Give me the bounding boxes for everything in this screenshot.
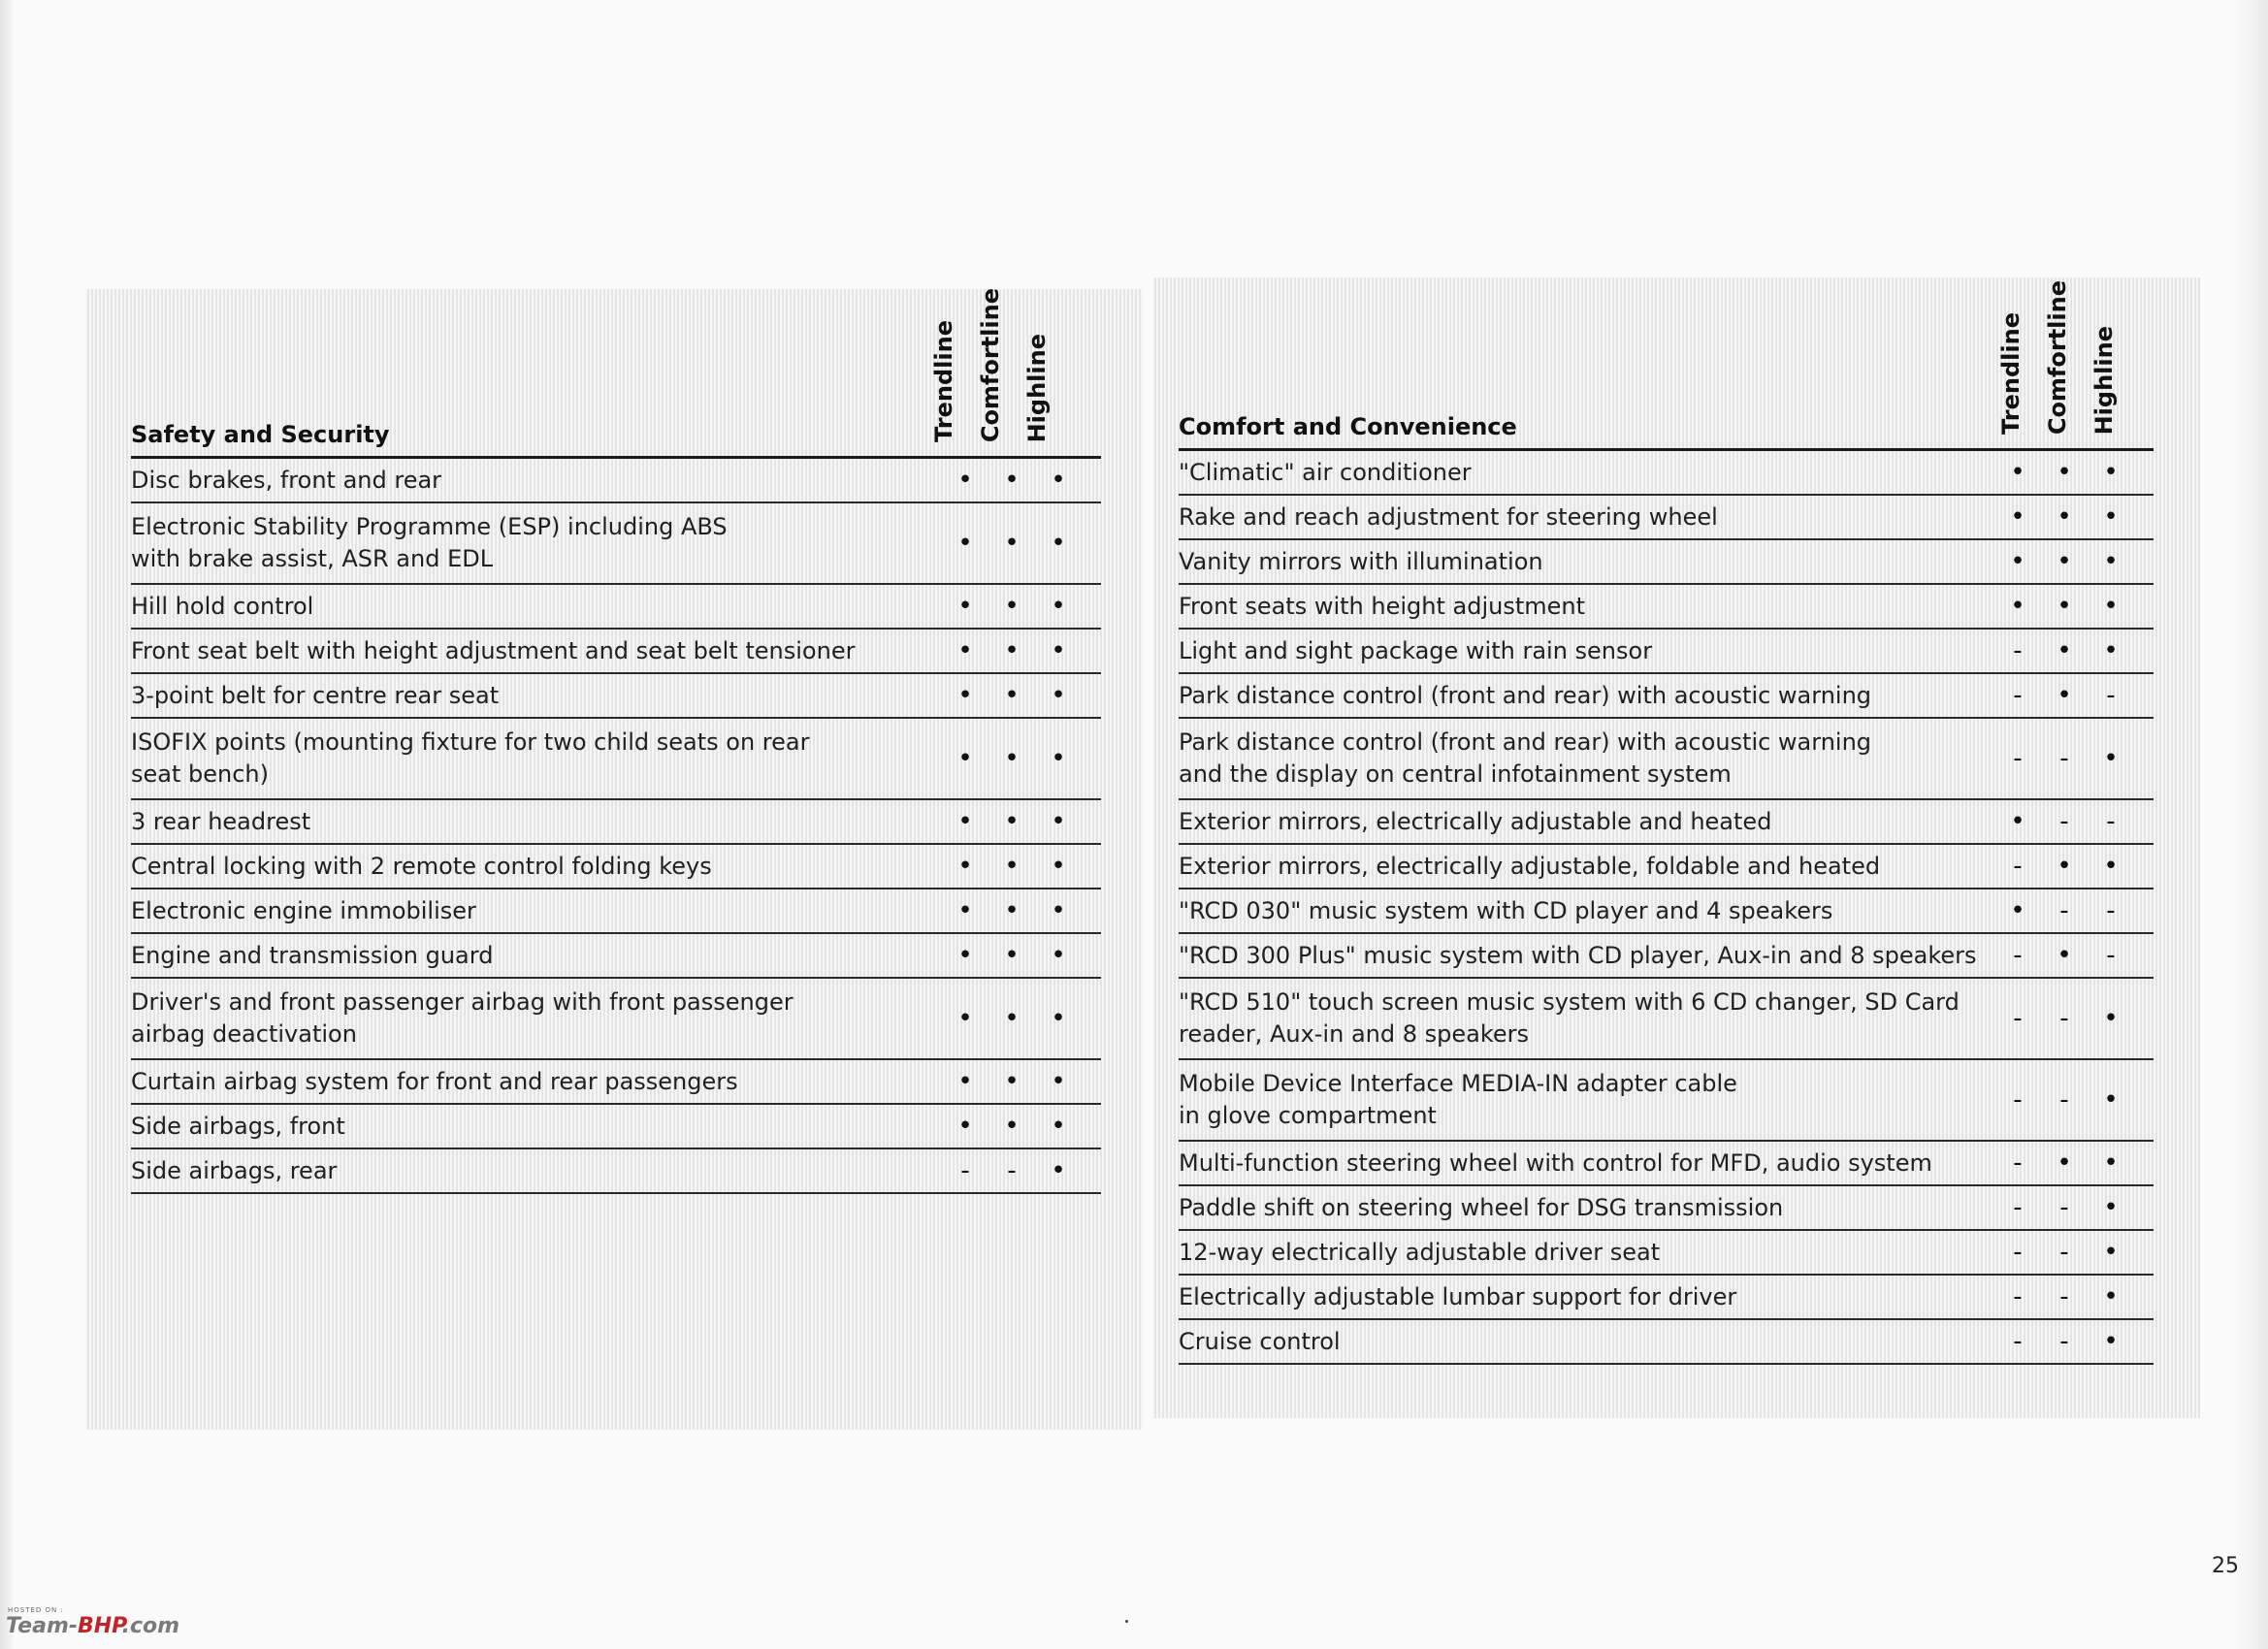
table-row bbox=[131, 889, 1101, 934]
availability-marks bbox=[1994, 683, 2134, 708]
mark-trendline: - bbox=[2013, 1327, 2023, 1356]
mark-comfortline: • bbox=[2057, 592, 2072, 621]
mark-highline: • bbox=[1051, 807, 1066, 836]
table-row bbox=[131, 1060, 1101, 1105]
table-body bbox=[131, 459, 1101, 1194]
mark-trendline: • bbox=[957, 636, 973, 665]
mark-comfortline: • bbox=[1004, 852, 1020, 881]
mark-comfortline: • bbox=[1004, 1112, 1020, 1141]
mark-comfortline: • bbox=[2057, 681, 2072, 710]
page-right-edge bbox=[2235, 0, 2268, 1649]
availability-marks bbox=[942, 1006, 1082, 1031]
feature-label: ISOFIX points (mounting fixture for two child seats on rear seat bench) bbox=[131, 728, 810, 788]
mark-comfortline: • bbox=[1004, 636, 1020, 665]
table-row bbox=[1179, 1186, 2154, 1231]
mark-highline: • bbox=[2103, 1238, 2119, 1267]
mark-trendline: • bbox=[957, 807, 973, 836]
availability-marks bbox=[1994, 460, 2134, 485]
table-row bbox=[1179, 934, 2154, 979]
availability-marks bbox=[942, 594, 1082, 619]
table-row bbox=[1179, 979, 2154, 1060]
comfort-convenience-table bbox=[1179, 279, 2154, 1365]
mark-trendline: • bbox=[957, 529, 973, 558]
feature-label: Multi-function steering wheel with control for MFD, audio system bbox=[1179, 1148, 1932, 1177]
mark-trendline: • bbox=[2010, 896, 2025, 925]
table-row bbox=[131, 459, 1101, 503]
feature-label: Curtain airbag system for front and rear passengers bbox=[131, 1067, 738, 1095]
availability-marks bbox=[942, 468, 1082, 493]
feature-label: Electronic engine immobiliser bbox=[131, 896, 476, 924]
mark-trendline: - bbox=[2013, 1148, 2023, 1178]
availability-marks bbox=[1994, 1006, 2134, 1031]
mark-highline: - bbox=[2106, 941, 2116, 970]
mark-trendline: - bbox=[2013, 636, 2023, 665]
feature-label: "RCD 030" music system with CD player and 4 speakers bbox=[1179, 896, 1833, 924]
table-row bbox=[131, 585, 1101, 630]
mark-comfortline: • bbox=[2057, 852, 2072, 881]
mark-comfortline: - bbox=[2059, 1282, 2069, 1311]
mark-highline: • bbox=[2103, 547, 2119, 576]
mark-comfortline: - bbox=[2059, 896, 2069, 925]
mark-trendline: • bbox=[957, 1067, 973, 1096]
mark-highline: • bbox=[1051, 1004, 1066, 1033]
availability-marks bbox=[1994, 594, 2134, 619]
table-row bbox=[1179, 1060, 2154, 1142]
mark-trendline: - bbox=[2013, 1238, 2023, 1267]
mark-highline: • bbox=[2103, 592, 2119, 621]
mark-highline: • bbox=[1051, 529, 1066, 558]
mark-trendline: - bbox=[2013, 1193, 2023, 1222]
table-row bbox=[131, 1149, 1101, 1194]
table-row bbox=[1179, 800, 2154, 845]
feature-label: Central locking with 2 remote control folding keys bbox=[131, 852, 712, 880]
mark-comfortline: • bbox=[2057, 502, 2072, 532]
availability-marks bbox=[942, 898, 1082, 923]
feature-label: "RCD 300 Plus" music system with CD player, Aux-in and 8 speakers bbox=[1179, 941, 1977, 969]
feature-label: Side airbags, rear bbox=[131, 1156, 338, 1184]
feature-label: 12-way electrically adjustable driver seat bbox=[1179, 1238, 1661, 1266]
mark-trendline: - bbox=[2013, 744, 2023, 773]
availability-marks bbox=[942, 854, 1082, 879]
table-header bbox=[1179, 279, 2154, 451]
availability-marks bbox=[1994, 1087, 2134, 1113]
mark-highline: • bbox=[2103, 1004, 2119, 1033]
availability-marks bbox=[942, 1114, 1082, 1139]
feature-label: Park distance control (front and rear) with acoustic warning bbox=[1179, 681, 1872, 709]
mark-trendline: - bbox=[2013, 681, 2023, 710]
watermark-logo: Team-BHP.com bbox=[6, 1614, 180, 1638]
mark-trendline: • bbox=[957, 1004, 973, 1033]
mark-highline: - bbox=[2106, 807, 2116, 836]
mark-highline: • bbox=[2103, 744, 2119, 773]
table-row bbox=[1179, 845, 2154, 889]
availability-marks bbox=[942, 638, 1082, 663]
mark-trendline: • bbox=[957, 941, 973, 970]
watermark bbox=[6, 1606, 190, 1645]
mark-comfortline: - bbox=[2059, 1085, 2069, 1115]
table-row bbox=[1179, 496, 2154, 540]
mark-highline: • bbox=[2103, 636, 2119, 665]
mark-highline: • bbox=[1051, 636, 1066, 665]
feature-label: Front seat belt with height adjustment and seat belt tensioner bbox=[131, 636, 856, 664]
watermark-hosted-on: HOSTED ON : bbox=[8, 1606, 64, 1614]
mark-trendline: • bbox=[957, 681, 973, 710]
feature-label: Electronic Stability Programme (ESP) including ABS with brake assist, ASR and EDL bbox=[131, 513, 728, 572]
mark-comfortline: • bbox=[1004, 744, 1020, 773]
mark-comfortline: - bbox=[2059, 744, 2069, 773]
mark-comfortline: - bbox=[1007, 1156, 1017, 1185]
feature-label: Front seats with height adjustment bbox=[1179, 592, 1586, 620]
feature-label: Driver's and front passenger airbag with front passenger airbag deactivation bbox=[131, 988, 794, 1048]
table-row bbox=[1179, 1320, 2154, 1365]
column-header-highline: Highline bbox=[2090, 325, 2118, 435]
mark-comfortline: • bbox=[1004, 1067, 1020, 1096]
availability-marks bbox=[1994, 504, 2134, 530]
availability-marks bbox=[942, 1158, 1082, 1183]
feature-label: Disc brakes, front and rear bbox=[131, 466, 442, 494]
mark-highline: • bbox=[1051, 1156, 1066, 1185]
feature-label: Light and sight package with rain sensor bbox=[1179, 636, 1653, 664]
mark-highline: • bbox=[1051, 592, 1066, 621]
mark-comfortline: • bbox=[2057, 547, 2072, 576]
page-number: 25 bbox=[2212, 1554, 2239, 1578]
mark-highline: - bbox=[2106, 681, 2116, 710]
availability-marks bbox=[1994, 1150, 2134, 1176]
table-row bbox=[1179, 1142, 2154, 1186]
mark-trendline: • bbox=[2010, 458, 2025, 487]
mark-comfortline: - bbox=[2059, 1238, 2069, 1267]
mark-comfortline: • bbox=[2057, 458, 2072, 487]
feature-label: "RCD 510" touch screen music system with 6 CD changer, SD Card reader, Aux-in and 8 speakers bbox=[1179, 988, 1960, 1048]
mark-trendline: • bbox=[2010, 807, 2025, 836]
mark-comfortline: • bbox=[2057, 941, 2072, 970]
table-row bbox=[131, 800, 1101, 845]
feature-label: Rake and reach adjustment for steering wheel bbox=[1179, 502, 1718, 531]
mark-comfortline: • bbox=[2057, 636, 2072, 665]
availability-marks bbox=[942, 809, 1082, 834]
mark-trendline: - bbox=[2013, 852, 2023, 881]
feature-label: Park distance control (front and rear) with acoustic warning and the display on central infotainment system bbox=[1179, 728, 1872, 788]
mark-highline: - bbox=[2106, 896, 2116, 925]
mark-comfortline: • bbox=[1004, 466, 1020, 495]
table-row bbox=[131, 719, 1101, 800]
table-row bbox=[131, 503, 1101, 585]
availability-marks bbox=[942, 943, 1082, 968]
availability-marks bbox=[1994, 898, 2134, 923]
table-header bbox=[131, 287, 1101, 459]
availability-marks bbox=[1994, 854, 2134, 879]
mark-trendline: - bbox=[2013, 1004, 2023, 1033]
mark-trendline: • bbox=[957, 1112, 973, 1141]
table-row bbox=[131, 845, 1101, 889]
mark-highline: • bbox=[1051, 852, 1066, 881]
table-row bbox=[1179, 585, 2154, 630]
mark-comfortline: • bbox=[1004, 529, 1020, 558]
availability-marks bbox=[1994, 638, 2134, 663]
mark-highline: • bbox=[1051, 1112, 1066, 1141]
feature-label: Cruise control bbox=[1179, 1327, 1341, 1355]
mark-highline: • bbox=[2103, 1193, 2119, 1222]
availability-marks bbox=[1994, 549, 2134, 574]
mark-trendline: • bbox=[957, 466, 973, 495]
availability-marks bbox=[1994, 1284, 2134, 1310]
column-header-highline: Highline bbox=[1023, 333, 1051, 442]
availability-marks bbox=[1994, 746, 2134, 771]
feature-label: Hill hold control bbox=[131, 592, 314, 620]
availability-marks bbox=[942, 531, 1082, 556]
feature-label: 3-point belt for centre rear seat bbox=[131, 681, 500, 709]
availability-marks bbox=[942, 746, 1082, 771]
mark-comfortline: - bbox=[2059, 1004, 2069, 1033]
table-row bbox=[1179, 674, 2154, 719]
mark-highline: • bbox=[2103, 1148, 2119, 1178]
table-row bbox=[1179, 889, 2154, 934]
mark-highline: • bbox=[1051, 466, 1066, 495]
feature-label: Vanity mirrors with illumination bbox=[1179, 547, 1543, 575]
feature-label: Exterior mirrors, electrically adjustable and heated bbox=[1179, 807, 1772, 835]
availability-marks bbox=[1994, 1240, 2134, 1265]
section-title: Comfort and Convenience bbox=[1179, 413, 1517, 440]
table-row bbox=[1179, 451, 2154, 496]
safety-security-table bbox=[131, 287, 1101, 1194]
mark-comfortline: • bbox=[1004, 807, 1020, 836]
availability-marks bbox=[1994, 809, 2134, 834]
mark-trendline: • bbox=[957, 744, 973, 773]
column-header-trendline: Trendline bbox=[1997, 312, 2025, 435]
mark-trendline: • bbox=[2010, 592, 2025, 621]
mark-highline: • bbox=[1051, 941, 1066, 970]
mark-comfortline: - bbox=[2059, 807, 2069, 836]
mark-comfortline: • bbox=[1004, 592, 1020, 621]
mark-highline: • bbox=[2103, 852, 2119, 881]
mark-comfortline: • bbox=[1004, 896, 1020, 925]
table-row bbox=[1179, 1276, 2154, 1320]
feature-label: Paddle shift on steering wheel for DSG transmission bbox=[1179, 1193, 1784, 1221]
availability-marks bbox=[1994, 1195, 2134, 1220]
mark-trendline: • bbox=[957, 592, 973, 621]
table-row bbox=[131, 630, 1101, 674]
feature-label: Side airbags, front bbox=[131, 1112, 345, 1140]
table-row bbox=[1179, 540, 2154, 585]
feature-label: "Climatic" air conditioner bbox=[1179, 458, 1472, 486]
mark-highline: • bbox=[2103, 502, 2119, 532]
availability-marks bbox=[1994, 1329, 2134, 1354]
mark-trendline: • bbox=[957, 852, 973, 881]
mark-trendline: • bbox=[2010, 502, 2025, 532]
mark-comfortline: - bbox=[2059, 1193, 2069, 1222]
mark-trendline: • bbox=[2010, 547, 2025, 576]
mark-comfortline: • bbox=[1004, 1004, 1020, 1033]
mark-trendline: - bbox=[960, 1156, 970, 1185]
section-title: Safety and Security bbox=[131, 421, 390, 448]
table-body bbox=[1179, 451, 2154, 1365]
mark-trendline: - bbox=[2013, 1282, 2023, 1311]
table-row bbox=[131, 979, 1101, 1060]
table-row bbox=[1179, 630, 2154, 674]
table-row bbox=[131, 674, 1101, 719]
feature-label: Exterior mirrors, electrically adjustable, foldable and heated bbox=[1179, 852, 1881, 880]
feature-label: Mobile Device Interface MEDIA-IN adapter cable in glove compartment bbox=[1179, 1070, 1737, 1129]
mark-highline: • bbox=[1051, 744, 1066, 773]
mark-highline: • bbox=[2103, 1327, 2119, 1356]
mark-highline: • bbox=[2103, 1282, 2119, 1311]
mark-trendline: • bbox=[957, 896, 973, 925]
column-header-comfortline: Comfortline bbox=[977, 287, 1004, 442]
page-binding-edge bbox=[0, 0, 14, 1649]
mark-comfortline: • bbox=[1004, 941, 1020, 970]
availability-marks bbox=[942, 683, 1082, 708]
table-row bbox=[1179, 1231, 2154, 1276]
feature-label: Engine and transmission guard bbox=[131, 941, 494, 969]
mark-comfortline: • bbox=[2057, 1148, 2072, 1178]
column-header-trendline: Trendline bbox=[930, 320, 957, 442]
mark-highline: • bbox=[1051, 896, 1066, 925]
mark-highline: • bbox=[2103, 458, 2119, 487]
table-row bbox=[131, 934, 1101, 979]
mark-highline: • bbox=[1051, 1067, 1066, 1096]
availability-marks bbox=[1994, 943, 2134, 968]
mark-highline: • bbox=[2103, 1085, 2119, 1115]
mark-comfortline: - bbox=[2059, 1327, 2069, 1356]
availability-marks bbox=[942, 1069, 1082, 1094]
table-row bbox=[131, 1105, 1101, 1149]
mark-comfortline: • bbox=[1004, 681, 1020, 710]
mark-trendline: - bbox=[2013, 1085, 2023, 1115]
column-header-comfortline: Comfortline bbox=[2044, 279, 2071, 435]
mark-highline: • bbox=[1051, 681, 1066, 710]
feature-label: Electrically adjustable lumbar support for driver bbox=[1179, 1282, 1737, 1310]
mark-trendline: - bbox=[2013, 941, 2023, 970]
table-row bbox=[1179, 719, 2154, 800]
scan-speck bbox=[1125, 1620, 1128, 1623]
feature-label: 3 rear headrest bbox=[131, 807, 311, 835]
